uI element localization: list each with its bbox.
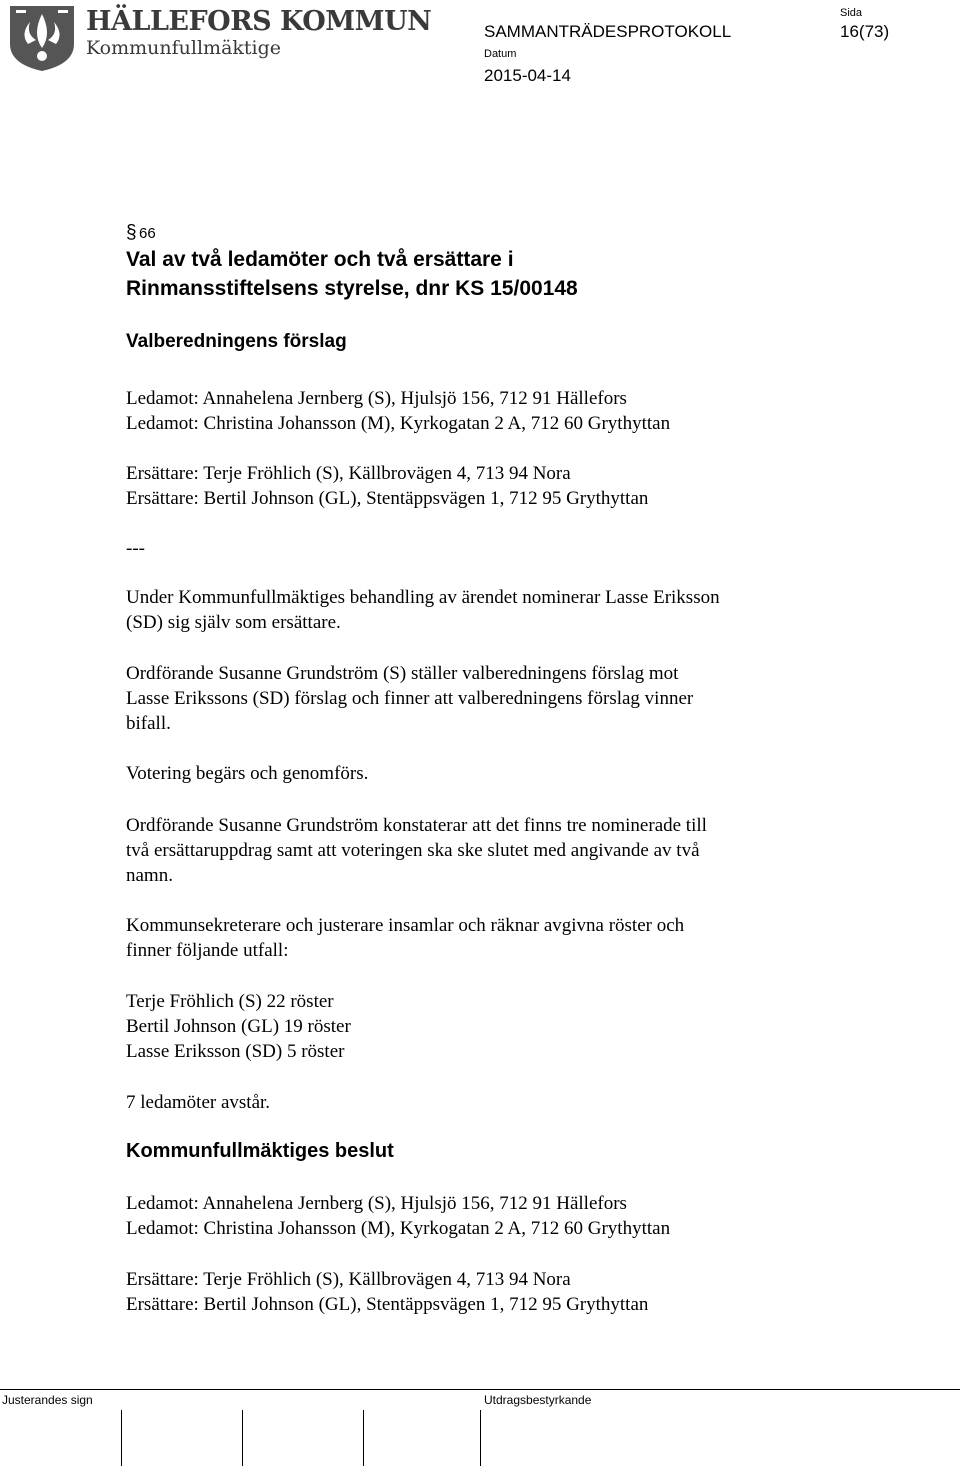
member-line: Ledamot: Christina Johansson (M), Kyrkogatan 2 A, 712 60 Grythyttan <box>126 1218 671 1239</box>
signature-box-divider <box>480 1410 481 1466</box>
section-number: 66 <box>139 225 156 242</box>
separator: --- <box>126 538 145 559</box>
page-label: Sida <box>840 7 863 19</box>
coat-of-arms-icon <box>6 4 78 72</box>
paragraph-line: finner följande utfall: <box>126 940 289 961</box>
document-type: SAMMANTRÄDESPROTOKOLL <box>484 22 732 41</box>
decision-substitutes <box>126 1267 648 1317</box>
decision-heading: Kommunfullmäktiges beslut <box>126 1140 394 1162</box>
member-line: Ledamot: Christina Johansson (M), Kyrkogatan 2 A, 712 60 Grythyttan <box>126 413 671 434</box>
paragraph-line: Under Kommunfullmäktiges behandling av ärendet nominerar Lasse Eriksson <box>126 587 720 608</box>
paragraph-chair-proposal <box>126 661 693 736</box>
abstentions <box>126 1090 270 1115</box>
paragraph-line: (SD) sig själv som ersättare. <box>126 612 341 633</box>
substitute-line: Ersättare: Terje Fröhlich (S), Källbrovägen 4, 713 94 Nora <box>126 1269 571 1290</box>
section-title <box>126 245 578 303</box>
paragraph-count <box>126 913 684 963</box>
paragraph-line: namn. <box>126 865 173 886</box>
section-title-line: Rinmansstiftelsens styrelse, dnr KS 15/00148 <box>126 277 578 300</box>
signature-label: Justerandes sign <box>2 1393 93 1407</box>
proposal-substitutes <box>126 461 648 511</box>
proposal-members <box>126 386 670 436</box>
municipality-name: HÄLLEFORS KOMMUN <box>86 6 432 37</box>
extract-label: Utdragsbestyrkande <box>484 1393 592 1407</box>
member-line: Ledamot: Annahelena Jernberg (S), Hjulsjö 156, 712 91 Hällefors <box>126 1193 627 1214</box>
paragraph-line: Lasse Erikssons (SD) förslag och finner att valberedningens förslag vinner <box>126 688 694 709</box>
paragraph-line: Votering begärs och genomförs. <box>126 763 369 784</box>
paragraph-nominees <box>126 813 707 888</box>
meeting-date: 2015-04-14 <box>484 66 571 85</box>
date-label: Datum <box>484 48 517 60</box>
paragraph-line: 7 ledamöter avstår. <box>126 1092 271 1113</box>
paragraph-nomination <box>126 585 720 635</box>
member-line: Ledamot: Annahelena Jernberg (S), Hjulsjö 156, 712 91 Hällefors <box>126 388 627 409</box>
vote-result-line: Terje Fröhlich (S) 22 röster <box>126 991 334 1012</box>
vote-result-line: Bertil Johnson (GL) 19 röster <box>126 1016 351 1037</box>
paragraph-line: Ordförande Susanne Grundström (S) ställer valberedningens förslag mot <box>126 663 679 684</box>
substitute-line: Ersättare: Bertil Johnson (GL), Stentäppsvägen 1, 712 95 Grythyttan <box>126 1294 649 1315</box>
body-name: Kommunfullmäktige <box>86 37 282 59</box>
signature-box-divider <box>363 1410 364 1466</box>
footer-divider <box>0 1389 960 1390</box>
decision-members <box>126 1191 670 1241</box>
municipality-logo <box>6 4 432 72</box>
section-title-line: Val av två ledamöter och två ersättare i <box>126 248 514 271</box>
section-sign-icon: § <box>126 222 137 243</box>
vote-results <box>126 989 351 1064</box>
paragraph-vote-requested <box>126 761 368 786</box>
signature-box-divider <box>121 1410 122 1466</box>
substitute-line: Ersättare: Bertil Johnson (GL), Stentäppsvägen 1, 712 95 Grythyttan <box>126 488 649 509</box>
paragraph-line: två ersättaruppdrag samt att voteringen ska ske slutet med angivande av två <box>126 840 700 861</box>
page-number: 16(73) <box>840 22 890 41</box>
paragraph-line: Kommunsekreterare och justerare insamlar och räknar avgivna röster och <box>126 915 685 936</box>
signature-box-divider <box>242 1410 243 1466</box>
paragraph-line: Ordförande Susanne Grundström konstaterar att det finns tre nominerade till <box>126 815 707 836</box>
proposal-heading: Valberedningens förslag <box>126 331 347 352</box>
paragraph-line: bifall. <box>126 713 171 734</box>
substitute-line: Ersättare: Terje Fröhlich (S), Källbrovägen 4, 713 94 Nora <box>126 463 571 484</box>
vote-result-line: Lasse Eriksson (SD) 5 röster <box>126 1041 345 1062</box>
